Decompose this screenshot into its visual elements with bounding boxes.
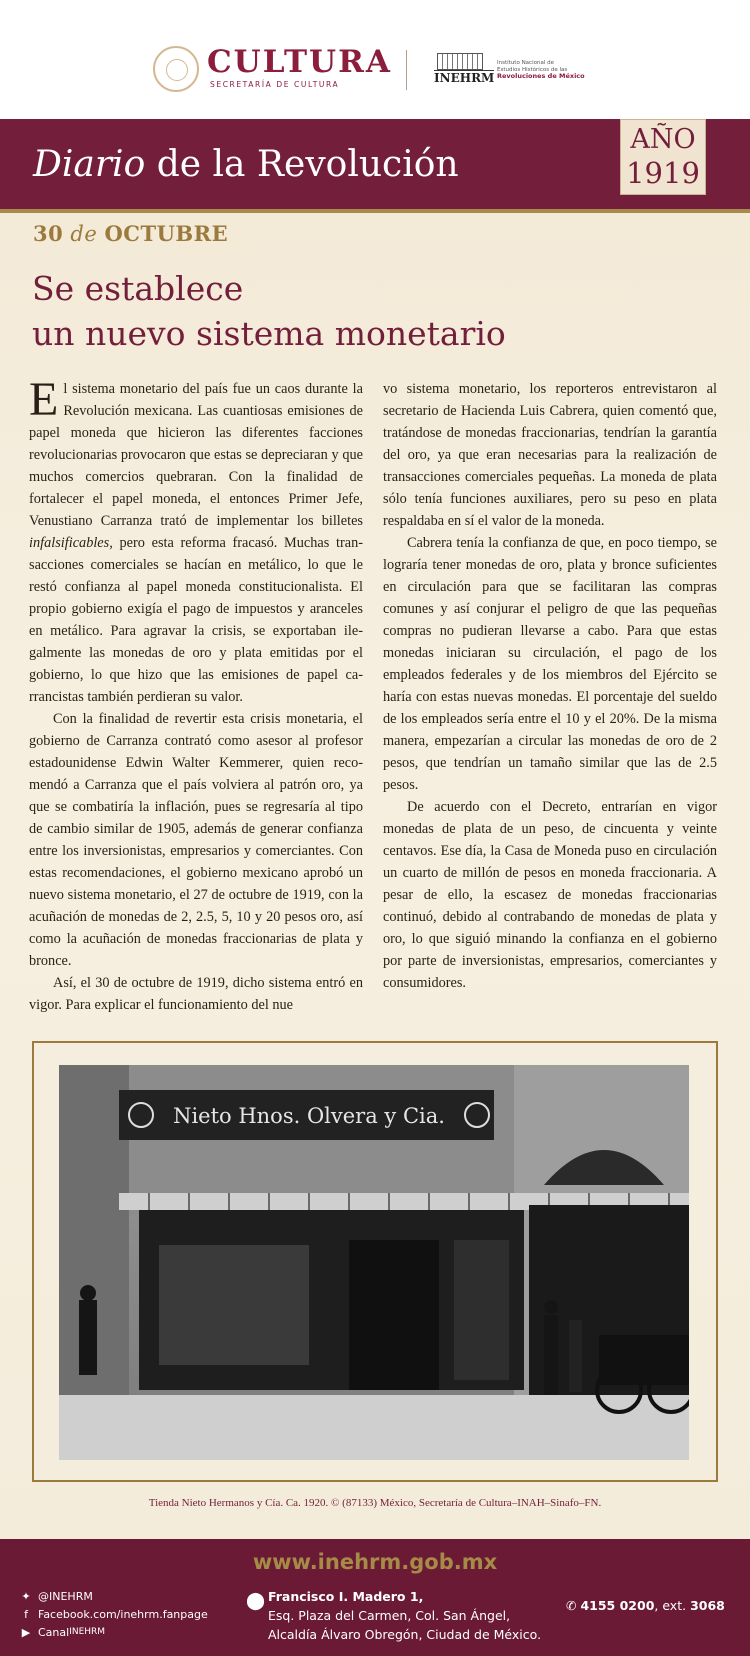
- phone-icon: ✆: [566, 1598, 581, 1613]
- facebook-link[interactable]: [18, 1605, 208, 1623]
- article-date: [33, 221, 228, 246]
- social-links: [18, 1587, 208, 1641]
- date-day: 30: [33, 221, 64, 246]
- banner-title: [33, 144, 459, 185]
- phone-ext: 3068: [690, 1598, 725, 1613]
- store-sign-text: Nieto Hnos. Olvera y Cia.: [173, 1104, 445, 1128]
- article-headline: [32, 266, 632, 356]
- cultura-logo-subtitle: SECRETARÍA DE CULTURA: [210, 80, 340, 89]
- paragraph-emphasis: infalsificables,: [29, 535, 113, 551]
- location-pin-icon: ⬤: [246, 1591, 266, 1611]
- inehrm-building-icon: [437, 53, 483, 70]
- address: [268, 1587, 541, 1644]
- youtube-icon: ▶: [21, 1625, 31, 1639]
- drop-cap: E: [29, 373, 59, 426]
- inehrm-logo: INEHRM: [434, 71, 495, 85]
- paragraph: Así, el 30 de octubre de 1919, dicho sistema entró en vigor. Para explicar el funcionamiento del nue: [29, 975, 363, 1013]
- date-month: OCTUBRE: [104, 221, 229, 246]
- historic-store-photo: [59, 1065, 689, 1460]
- paragraph: Con la finalidad de revertir esta crisis monetaria, el gobierno de Carranza contrató como asesor al profesor estadounidense Edwin Walter Kemmerer, quien recomendó a Carranza que el país volviera al patrón oro, ya que se combatiría la inflación, pues se regresaría al tipo de cambio similar de 1905, además de generar confianza entre los inversionistas, empresarios y comerciantes. Con estas recomendaciones, el gobierno mexicano aprobó un nuevo sistema monetario, el 27 de octubre de 1919, con la acuñación de monedas de 2, 2.5, 5, 10 y 20 pesos oro, así como la acuñación de monedas fraccionarias de plata y bronce.: [29, 711, 363, 969]
- headline-line1: Se establece: [32, 269, 244, 308]
- header-divider: [406, 50, 407, 90]
- mexico-seal-icon: [153, 46, 199, 92]
- photo-caption: Tienda Nieto Hermanos y Cía. Ca. 1920. © (87133) México, Secretaría de Cultura–INAH–Sinafo–FN.: [148, 1497, 602, 1509]
- inehrm-name-line2: Estudios Históricos de las: [497, 66, 568, 73]
- paragraph: vo sistema monetario, los reporteros entrevistaron al secretario de Hacienda Luis Cabrera, quien comentó que, tratándose de monedas fraccionarias, tendrían la garantía del oro, ya que eran necesarias para la realización de transacciones comerciales pequeñas. La moneda de plata sólo tenía funciones auxiliares, pero su peso en plata respaldaba en sí el valor de la moneda.: [383, 381, 717, 529]
- article-column-right: [383, 378, 717, 994]
- address-line2: Esq. Plaza del Carmen, Col. San Ángel,: [268, 1608, 511, 1623]
- address-line3: Alcaldía Álvaro Obregón, Ciudad de México.: [268, 1627, 542, 1642]
- youtube-link[interactable]: [18, 1623, 208, 1641]
- year-label: AÑO: [630, 124, 696, 155]
- inehrm-name: [497, 60, 585, 80]
- inehrm-name-line3: Revoluciones de México: [497, 72, 585, 80]
- headline-line2: un nuevo sistema monetario: [32, 314, 506, 353]
- paragraph-text: pero esta reforma fracasó. Muchas transacciones comerciales se hacían en metálico, lo que le restó confianza al papel moneda constitucionalista. El propio gobierno exigía el pago de impuestos y aranceles en metálico. Para agravar la crisis, se exportaban ilegalmente las monedas de oro y plata emitidas por el gobierno, lo que hizo que las emisiones de papel carrancistas también perdieran su valor.: [29, 535, 363, 705]
- banner-title-rest: de la Revolución: [145, 144, 459, 185]
- article-column-left: [29, 373, 363, 1016]
- paragraph: De acuerdo con el Decreto, entrarían en vigor monedas de plata de un peso, de cincuenta y veinte centavos. Ese día, la Casa de Moneda puso en circulación un cuarto de millón de pesos en moneda fraccionaria. A pesar de ello, la escasez de monedas fraccionarias continuó, debido al contrabando de monedas de plata y oro, lo que siguió minando la confianza en el gobierno por parte de inversionistas, empresarios, comerciantes y consumidores.: [383, 799, 717, 991]
- youtube-channel: INEHRM: [69, 1627, 106, 1637]
- cultura-logo-title: CULTURA: [207, 44, 392, 80]
- twitter-link[interactable]: [18, 1587, 208, 1605]
- website-link[interactable]: www.inehrm.gob.mx: [252, 1550, 498, 1574]
- paragraph-text: l sistema monetario del país fue un caos durante la Revolución mexicana. Las cuantiosas emisiones de papel moneda que hicieron las diferentes facciones revolucionarias provocaron que estas se depreciaran y que muchos comercios quebraran. Con la finalidad de fortalecer el papel moneda, el entonces Primer Jefe, Venustiano Carranza trató de implementar los billetes: [29, 381, 363, 529]
- store-photo-illustration: [59, 1065, 689, 1460]
- inehrm-name-line1: Instituto Nacional de: [497, 60, 554, 66]
- youtube-prefix: Canal: [38, 1625, 70, 1639]
- facebook-url: Facebook.com/inehrm.fanpage: [38, 1607, 208, 1621]
- phone[interactable]: [566, 1598, 725, 1613]
- facebook-icon: f: [24, 1607, 28, 1621]
- phone-number: 4155 0200: [580, 1598, 655, 1613]
- banner-title-italic: Diario: [33, 144, 146, 185]
- paragraph: [29, 373, 363, 708]
- header: [0, 0, 750, 119]
- paragraph: Cabrera tenía la confianza de que, en poco tiempo, se lograría tener monedas de oro, plata y bronce suficientes en circulación para que se facilitaran las compras comunes y así conjurar el peligro de que las pequeñas compras no pudieran llevarse a cabo. Para que estas monedas iniciaran su circulación, el pago de los empleados federales y de los miembros del Ejército se haría con estas nuevas monedas. El porcentaje del sueldo de los empleados sería entre el 10 y el 20%. De la misma manera, empezarían a circular las monedas de oro de 2 pesos, que tendrían un tamaño similar que las de 2.5 pesos.: [383, 535, 717, 793]
- phone-ext-label: , ext.: [654, 1598, 691, 1613]
- address-line1: Francisco I. Madero 1,: [268, 1589, 424, 1604]
- year-badge: [620, 119, 706, 195]
- date-de: de: [63, 222, 105, 246]
- twitter-handle: @INEHRM: [38, 1589, 93, 1603]
- year-value: 1919: [626, 156, 700, 190]
- twitter-icon: ✦: [21, 1589, 31, 1603]
